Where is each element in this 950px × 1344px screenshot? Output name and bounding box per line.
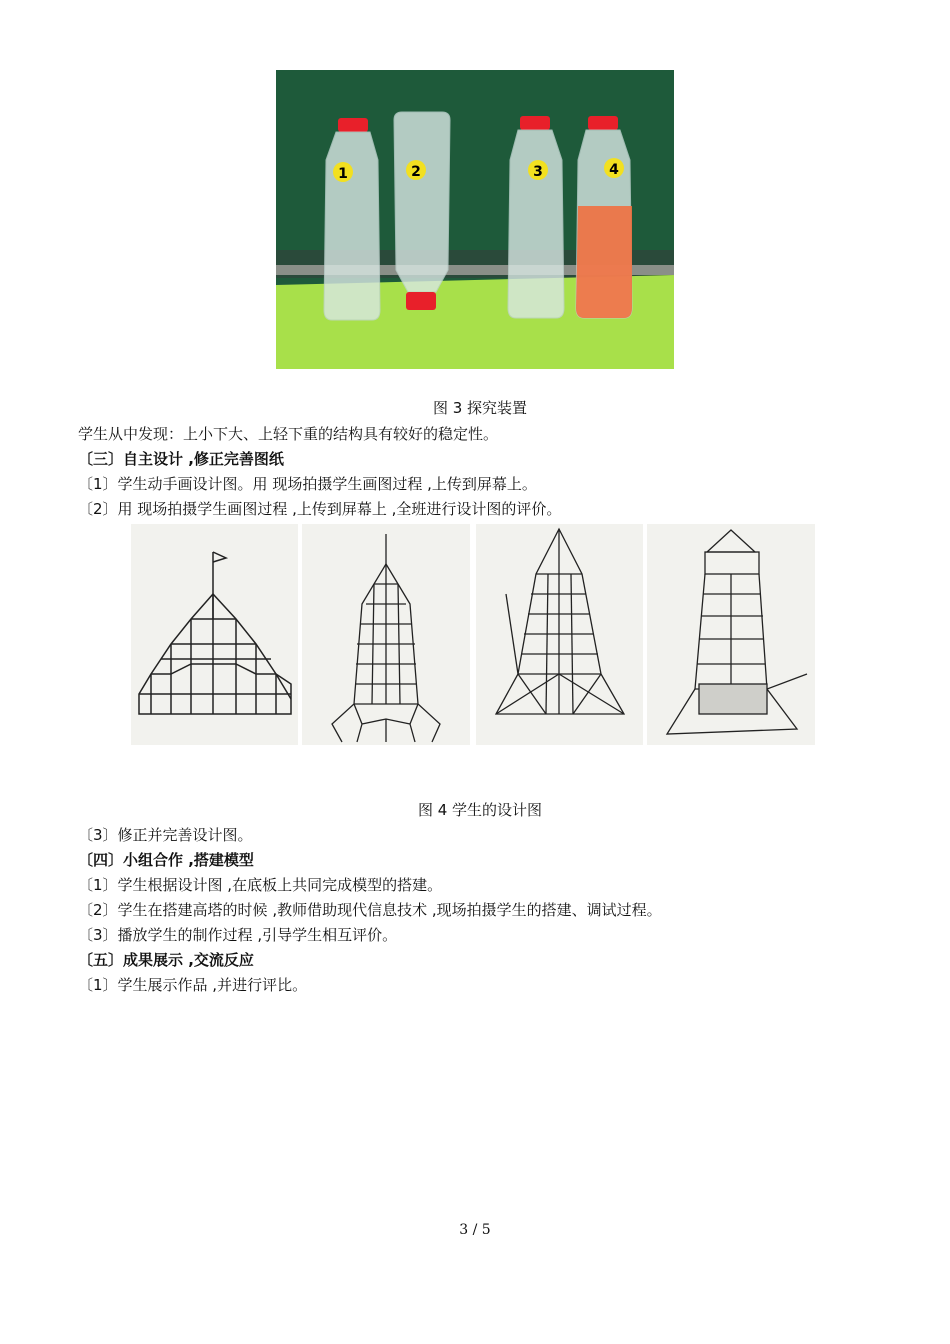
section-5-heading: 〔五〕成果展示 ,交流反应: [78, 951, 254, 969]
step-3-2: 〔2〕用 现场拍摄学生画图过程 ,上传到屏幕上 ,全班进行设计图的评价。: [78, 500, 562, 518]
design-sketch-2: [302, 524, 470, 745]
design-sketch-4: [647, 524, 815, 745]
bottle-3: [508, 116, 564, 318]
bottle-3-number: 3: [533, 164, 543, 180]
step-3-3: 〔3〕修正并完善设计图。: [78, 826, 253, 844]
discovery-text: 学生从中发现：上小下大、上轻下重的结构具有较好的稳定性。: [78, 425, 499, 443]
bottle-1-number: 1: [338, 166, 348, 182]
step-4-2: 〔2〕学生在搭建高塔的时候 ,教师借助现代信息技术 ,现场拍摄学生的搭建、调试过程。: [78, 901, 662, 919]
figure-4-caption: 图 4 学生的设计图: [417, 801, 543, 819]
section-3-heading: 〔三〕自主设计 ,修正完善图纸: [78, 450, 284, 468]
design-sketch-1: [131, 524, 298, 745]
design-sketch-3: [476, 524, 643, 745]
section-4-heading: 〔四〕小组合作 ,搭建模型: [78, 851, 254, 869]
step-5-1: 〔1〕学生展示作品 ,并进行评比。: [78, 976, 308, 994]
bottle-2-number: 2: [411, 164, 421, 180]
bottle-4: [576, 116, 632, 318]
figure-3-caption: 图 3 探究装置: [432, 399, 528, 417]
step-4-1: 〔1〕学生根据设计图 ,在底板上共同完成模型的搭建。: [78, 876, 443, 894]
page-number: 3 / 5: [459, 1222, 491, 1238]
bottle-1: [324, 118, 380, 320]
step-3-1: 〔1〕学生动手画设计图。用 现场拍摄学生画图过程 ,上传到屏幕上。: [78, 475, 537, 493]
step-4-3: 〔3〕播放学生的制作过程 ,引导学生相互评价。: [78, 926, 398, 944]
bottle-2: [394, 112, 450, 310]
bottle-4-number: 4: [609, 162, 619, 178]
bottles-photo: [276, 70, 674, 369]
